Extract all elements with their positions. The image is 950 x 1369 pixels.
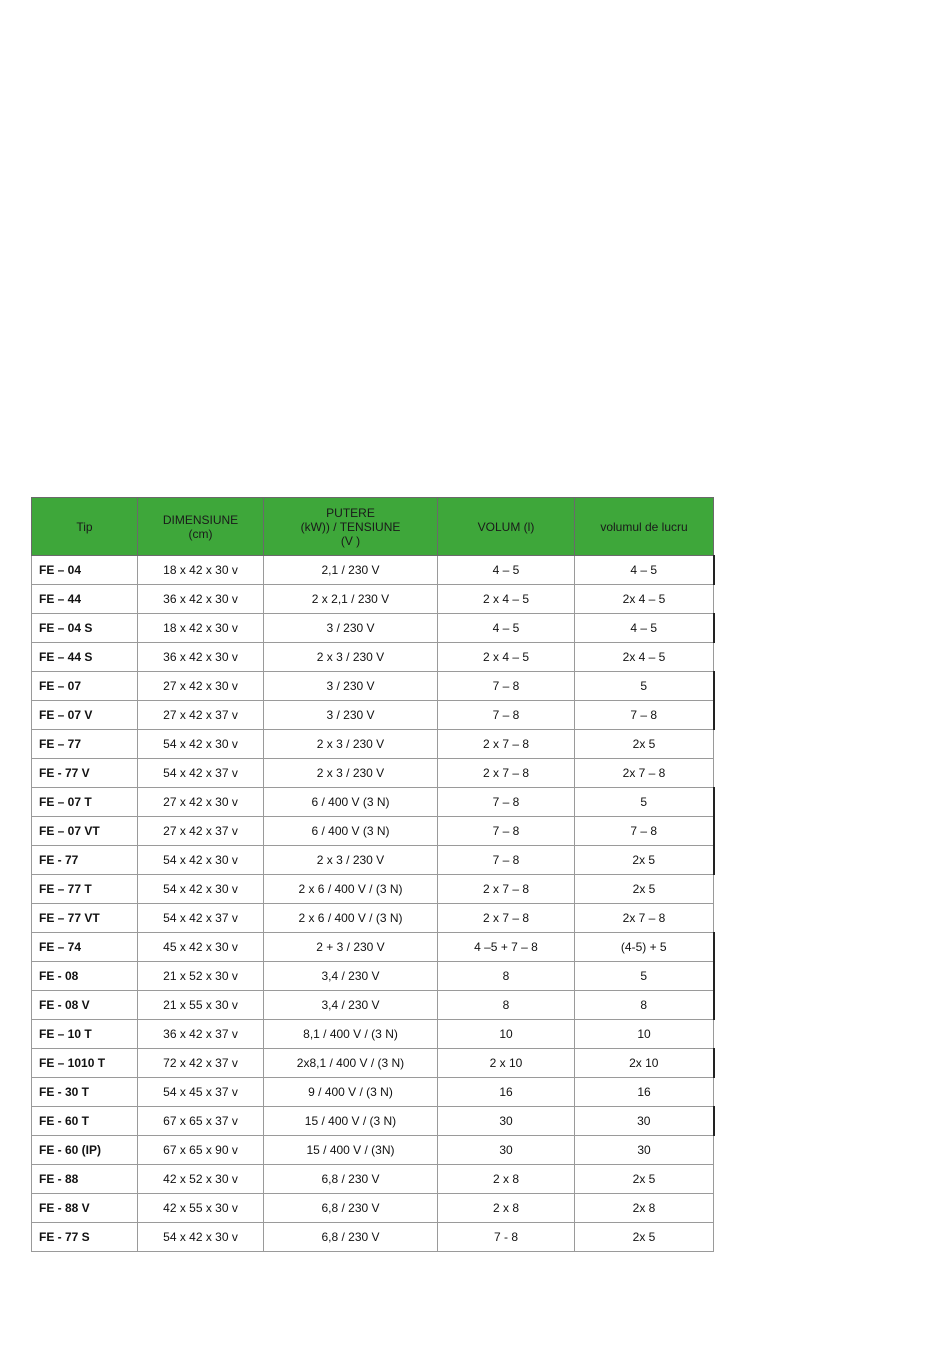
cell-volumul-de-lucru: 5 <box>575 962 714 991</box>
header-volum: VOLUM (l) <box>438 498 575 556</box>
cell-putere-tensiune: 3 / 230 V <box>264 672 438 701</box>
cell-tip: FE - 88 <box>32 1165 138 1194</box>
cell-volumul-de-lucru: 7 – 8 <box>575 817 714 846</box>
cell-volumul-de-lucru: 2x 8 <box>575 1194 714 1223</box>
cell-putere-tensiune: 15 / 400 V / (3 N) <box>264 1107 438 1136</box>
cell-dimensiune: 27 x 42 x 30 v <box>138 788 264 817</box>
cell-dimensiune: 36 x 42 x 37 v <box>138 1020 264 1049</box>
cell-dimensiune: 72 x 42 x 37 v <box>138 1049 264 1078</box>
cell-tip: FE – 10 T <box>32 1020 138 1049</box>
cell-tip: FE – 1010 T <box>32 1049 138 1078</box>
cell-volum: 16 <box>438 1078 575 1107</box>
cell-volum: 7 – 8 <box>438 846 575 875</box>
cell-tip: FE - 08 V <box>32 991 138 1020</box>
cell-dimensiune: 42 x 52 x 30 v <box>138 1165 264 1194</box>
cell-putere-tensiune: 3 / 230 V <box>264 614 438 643</box>
cell-putere-tensiune: 6 / 400 V (3 N) <box>264 788 438 817</box>
cell-putere-tensiune: 6,8 / 230 V <box>264 1223 438 1252</box>
table-row <box>32 585 714 614</box>
cell-putere-tensiune: 6 / 400 V (3 N) <box>264 817 438 846</box>
table-row <box>32 817 714 846</box>
cell-putere-tensiune: 9 / 400 V / (3 N) <box>264 1078 438 1107</box>
cell-tip: FE - 77 S <box>32 1223 138 1252</box>
cell-dimensiune: 54 x 42 x 37 v <box>138 904 264 933</box>
cell-volum: 2 x 4 – 5 <box>438 585 575 614</box>
cell-tip: FE – 07 T <box>32 788 138 817</box>
cell-tip: FE – 44 <box>32 585 138 614</box>
cell-volum: 2 x 10 <box>438 1049 575 1078</box>
cell-dimensiune: 54 x 42 x 30 v <box>138 1223 264 1252</box>
cell-putere-tensiune: 2 x 3 / 230 V <box>264 643 438 672</box>
header-tip: Tip <box>32 498 138 556</box>
cell-dimensiune: 36 x 42 x 30 v <box>138 643 264 672</box>
table-row <box>32 1194 714 1223</box>
cell-volumul-de-lucru: 16 <box>575 1078 714 1107</box>
cell-tip: FE – 44 S <box>32 643 138 672</box>
cell-volumul-de-lucru: 2x 4 – 5 <box>575 643 714 672</box>
cell-tip: FE – 77 VT <box>32 904 138 933</box>
cell-dimensiune: 18 x 42 x 30 v <box>138 614 264 643</box>
cell-volumul-de-lucru: 2x 7 – 8 <box>575 759 714 788</box>
table-row <box>32 846 714 875</box>
table-row <box>32 1165 714 1194</box>
cell-dimensiune: 54 x 42 x 30 v <box>138 875 264 904</box>
cell-dimensiune: 27 x 42 x 30 v <box>138 672 264 701</box>
table-row <box>32 933 714 962</box>
cell-volum: 4 – 5 <box>438 614 575 643</box>
cell-volum: 7 – 8 <box>438 701 575 730</box>
cell-volum: 7 - 8 <box>438 1223 575 1252</box>
cell-putere-tensiune: 8,1 / 400 V / (3 N) <box>264 1020 438 1049</box>
cell-volum: 4 –5 + 7 – 8 <box>438 933 575 962</box>
cell-tip: FE - 77 <box>32 846 138 875</box>
cell-putere-tensiune: 6,8 / 230 V <box>264 1165 438 1194</box>
table-row <box>32 672 714 701</box>
cell-tip: FE - 60 (IP) <box>32 1136 138 1165</box>
cell-volum: 2 x 4 – 5 <box>438 643 575 672</box>
cell-volum: 8 <box>438 991 575 1020</box>
cell-tip: FE – 74 <box>32 933 138 962</box>
table-row <box>32 1107 714 1136</box>
cell-dimensiune: 21 x 52 x 30 v <box>138 962 264 991</box>
cell-volum: 30 <box>438 1107 575 1136</box>
cell-tip: FE – 07 VT <box>32 817 138 846</box>
header-volumul-de-lucru: volumul de lucru <box>575 498 714 556</box>
cell-putere-tensiune: 2 x 3 / 230 V <box>264 730 438 759</box>
cell-volumul-de-lucru: 30 <box>575 1107 714 1136</box>
table-row <box>32 643 714 672</box>
table-row <box>32 875 714 904</box>
cell-dimensiune: 67 x 65 x 37 v <box>138 1107 264 1136</box>
cell-putere-tensiune: 3,4 / 230 V <box>264 962 438 991</box>
cell-volum: 30 <box>438 1136 575 1165</box>
cell-dimensiune: 27 x 42 x 37 v <box>138 701 264 730</box>
table-body <box>32 556 714 1252</box>
cell-volumul-de-lucru: 10 <box>575 1020 714 1049</box>
cell-volum: 7 – 8 <box>438 817 575 846</box>
cell-tip: FE – 07 <box>32 672 138 701</box>
cell-dimensiune: 27 x 42 x 37 v <box>138 817 264 846</box>
cell-volumul-de-lucru: 2x 10 <box>575 1049 714 1078</box>
table-row <box>32 788 714 817</box>
cell-volumul-de-lucru: (4-5) + 5 <box>575 933 714 962</box>
table-row <box>32 962 714 991</box>
cell-tip: FE – 04 <box>32 556 138 585</box>
cell-volumul-de-lucru: 5 <box>575 788 714 817</box>
table-row <box>32 614 714 643</box>
cell-volumul-de-lucru: 30 <box>575 1136 714 1165</box>
cell-putere-tensiune: 2 + 3 / 230 V <box>264 933 438 962</box>
cell-tip: FE - 08 <box>32 962 138 991</box>
cell-volumul-de-lucru: 4 – 5 <box>575 614 714 643</box>
cell-tip: FE – 77 <box>32 730 138 759</box>
cell-volumul-de-lucru: 5 <box>575 672 714 701</box>
cell-putere-tensiune: 2 x 2,1 / 230 V <box>264 585 438 614</box>
cell-dimensiune: 54 x 42 x 30 v <box>138 730 264 759</box>
cell-volum: 10 <box>438 1020 575 1049</box>
cell-putere-tensiune: 2 x 3 / 230 V <box>264 759 438 788</box>
table-row <box>32 1020 714 1049</box>
cell-volum: 8 <box>438 962 575 991</box>
cell-tip: FE – 04 S <box>32 614 138 643</box>
table-row <box>32 556 714 585</box>
table-row <box>32 701 714 730</box>
cell-volum: 2 x 7 – 8 <box>438 904 575 933</box>
table-row <box>32 759 714 788</box>
table-row <box>32 991 714 1020</box>
cell-putere-tensiune: 2 x 3 / 230 V <box>264 846 438 875</box>
cell-volum: 2 x 7 – 8 <box>438 759 575 788</box>
header-dimensiune: DIMENSIUNE (cm) <box>138 498 264 556</box>
table-row <box>32 730 714 759</box>
cell-putere-tensiune: 6,8 / 230 V <box>264 1194 438 1223</box>
cell-tip: FE - 60 T <box>32 1107 138 1136</box>
specifications-table <box>31 497 715 1252</box>
cell-tip: FE - 88 V <box>32 1194 138 1223</box>
cell-putere-tensiune: 2 x 6 / 400 V / (3 N) <box>264 904 438 933</box>
cell-dimensiune: 54 x 45 x 37 v <box>138 1078 264 1107</box>
cell-volumul-de-lucru: 2x 5 <box>575 846 714 875</box>
cell-dimensiune: 18 x 42 x 30 v <box>138 556 264 585</box>
table-header-row <box>32 498 714 556</box>
table-row <box>32 1049 714 1078</box>
cell-dimensiune: 21 x 55 x 30 v <box>138 991 264 1020</box>
cell-dimensiune: 54 x 42 x 37 v <box>138 759 264 788</box>
table-row <box>32 1078 714 1107</box>
cell-putere-tensiune: 3,4 / 230 V <box>264 991 438 1020</box>
cell-dimensiune: 54 x 42 x 30 v <box>138 846 264 875</box>
cell-volumul-de-lucru: 7 – 8 <box>575 701 714 730</box>
cell-volum: 2 x 8 <box>438 1165 575 1194</box>
cell-putere-tensiune: 2x8,1 / 400 V / (3 N) <box>264 1049 438 1078</box>
cell-dimensiune: 42 x 55 x 30 v <box>138 1194 264 1223</box>
cell-volumul-de-lucru: 8 <box>575 991 714 1020</box>
cell-volum: 7 – 8 <box>438 788 575 817</box>
cell-volumul-de-lucru: 2x 5 <box>575 875 714 904</box>
cell-tip: FE – 77 T <box>32 875 138 904</box>
table-row <box>32 1223 714 1252</box>
cell-volum: 4 – 5 <box>438 556 575 585</box>
cell-tip: FE – 07 V <box>32 701 138 730</box>
cell-volum: 7 – 8 <box>438 672 575 701</box>
cell-dimensiune: 36 x 42 x 30 v <box>138 585 264 614</box>
cell-volum: 2 x 8 <box>438 1194 575 1223</box>
header-putere-tensiune: PUTERE (kW)) / TENSIUNE (V ) <box>264 498 438 556</box>
cell-putere-tensiune: 2,1 / 230 V <box>264 556 438 585</box>
cell-volumul-de-lucru: 2x 5 <box>575 730 714 759</box>
cell-putere-tensiune: 2 x 6 / 400 V / (3 N) <box>264 875 438 904</box>
cell-volum: 2 x 7 – 8 <box>438 875 575 904</box>
cell-dimensiune: 45 x 42 x 30 v <box>138 933 264 962</box>
cell-putere-tensiune: 15 / 400 V / (3N) <box>264 1136 438 1165</box>
cell-volumul-de-lucru: 2x 7 – 8 <box>575 904 714 933</box>
table-row <box>32 904 714 933</box>
table-row <box>32 1136 714 1165</box>
cell-dimensiune: 67 x 65 x 90 v <box>138 1136 264 1165</box>
cell-volumul-de-lucru: 2x 4 – 5 <box>575 585 714 614</box>
cell-volumul-de-lucru: 4 – 5 <box>575 556 714 585</box>
cell-tip: FE - 77 V <box>32 759 138 788</box>
cell-tip: FE - 30 T <box>32 1078 138 1107</box>
cell-volumul-de-lucru: 2x 5 <box>575 1223 714 1252</box>
cell-volum: 2 x 7 – 8 <box>438 730 575 759</box>
cell-putere-tensiune: 3 / 230 V <box>264 701 438 730</box>
cell-volumul-de-lucru: 2x 5 <box>575 1165 714 1194</box>
